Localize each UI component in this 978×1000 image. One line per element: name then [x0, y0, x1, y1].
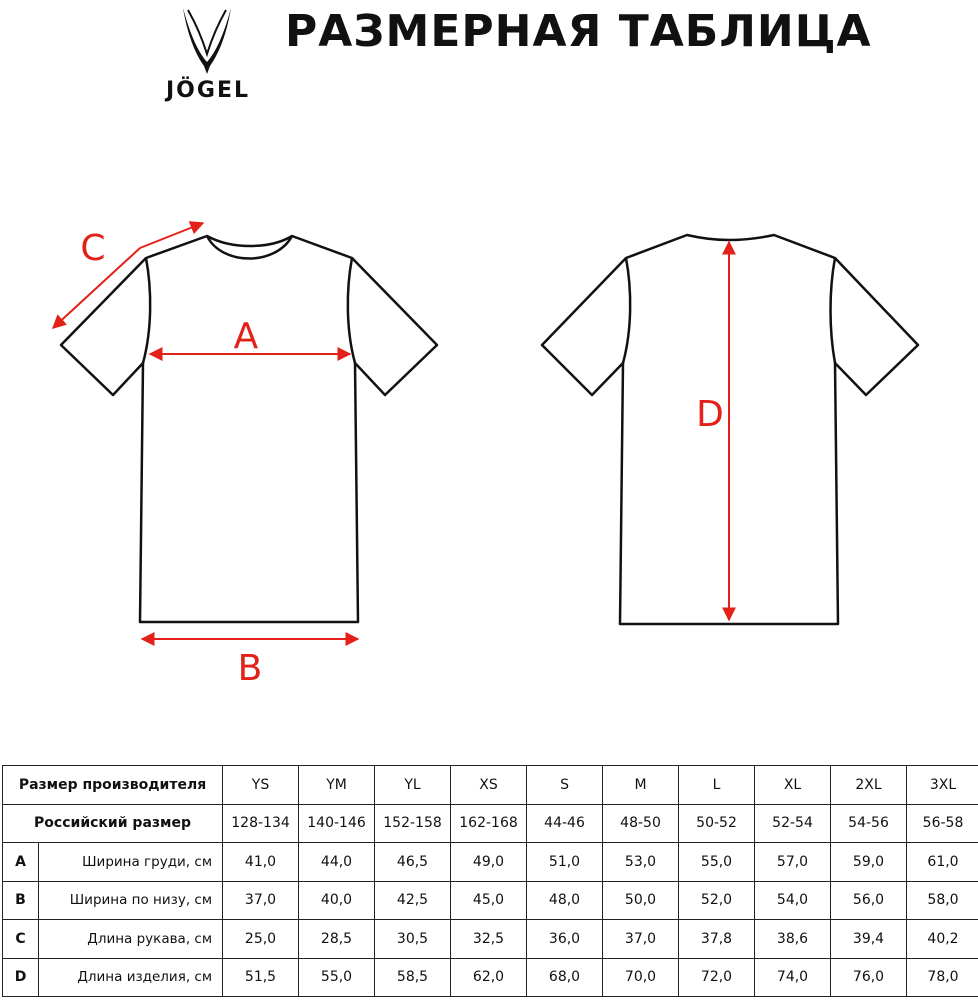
- size-header: XS: [451, 766, 527, 805]
- measure-value: 62,0: [451, 958, 527, 997]
- table-row: [3, 881, 978, 920]
- measure-value: 44,0: [299, 843, 375, 882]
- table-row: [3, 958, 978, 997]
- measure-value: 38,6: [755, 920, 831, 959]
- measure-value: 53,0: [603, 843, 679, 882]
- measure-value: 57,0: [755, 843, 831, 882]
- manufacturer-size-label: Размер производителя: [3, 766, 223, 805]
- measure-value: 39,4: [831, 920, 907, 959]
- measure-value: 30,5: [375, 920, 451, 959]
- page-title: РАЗМЕРНАЯ ТАБЛИЦА: [285, 6, 872, 57]
- measure-label: Длина рукава, см: [39, 920, 223, 959]
- measure-value: 52,0: [679, 881, 755, 920]
- size-header: YM: [299, 766, 375, 805]
- measure-letter: D: [3, 958, 39, 997]
- measure-value: 68,0: [527, 958, 603, 997]
- measure-value: 58,5: [375, 958, 451, 997]
- measure-value: 36,0: [527, 920, 603, 959]
- measure-value: 61,0: [907, 843, 978, 882]
- measure-value: 51,5: [223, 958, 299, 997]
- russian-size-cell: 44-46: [527, 804, 603, 843]
- russian-size-cell: 152-158: [375, 804, 451, 843]
- russian-size-cell: 128-134: [223, 804, 299, 843]
- measure-value: 45,0: [451, 881, 527, 920]
- measure-d-label: D: [696, 394, 724, 435]
- table-row: [3, 843, 978, 882]
- measure-value: 59,0: [831, 843, 907, 882]
- size-header: S: [527, 766, 603, 805]
- measure-c-label: C: [80, 228, 106, 269]
- russian-size-cell: 52-54: [755, 804, 831, 843]
- measure-label: Ширина груди, см: [39, 843, 223, 882]
- measure-value: 49,0: [451, 843, 527, 882]
- measure-value: 48,0: [527, 881, 603, 920]
- measure-label: Ширина по низу, см: [39, 881, 223, 920]
- size-header: YL: [375, 766, 451, 805]
- measure-value: 70,0: [603, 958, 679, 997]
- size-header: 3XL: [907, 766, 978, 805]
- measure-letter: B: [3, 881, 39, 920]
- measure-value: 78,0: [907, 958, 978, 997]
- measure-value: 74,0: [755, 958, 831, 997]
- measure-letter: C: [3, 920, 39, 959]
- measure-letter: A: [3, 843, 39, 882]
- table-row: [3, 804, 978, 843]
- tshirt-front: [61, 236, 437, 622]
- brand-name: JÖGEL: [166, 78, 250, 103]
- russian-size-label: Российский размер: [3, 804, 223, 843]
- tshirt-measurement-diagram: [0, 180, 978, 700]
- measure-value: 40,0: [299, 881, 375, 920]
- russian-size-cell: 48-50: [603, 804, 679, 843]
- size-header: M: [603, 766, 679, 805]
- size-header: YS: [223, 766, 299, 805]
- measure-value: 58,0: [907, 881, 978, 920]
- measure-value: 25,0: [223, 920, 299, 959]
- table-row: [3, 920, 978, 959]
- measure-value: 51,0: [527, 843, 603, 882]
- measure-value: 28,5: [299, 920, 375, 959]
- russian-size-cell: 54-56: [831, 804, 907, 843]
- measure-value: 76,0: [831, 958, 907, 997]
- measure-a-label: A: [233, 316, 259, 357]
- measure-value: 42,5: [375, 881, 451, 920]
- russian-size-cell: 162-168: [451, 804, 527, 843]
- measure-c-line-top: [140, 223, 203, 248]
- measure-value: 50,0: [603, 881, 679, 920]
- measure-label: Длина изделия, см: [39, 958, 223, 997]
- measure-value: 37,8: [679, 920, 755, 959]
- size-header: XL: [755, 766, 831, 805]
- measure-value: 54,0: [755, 881, 831, 920]
- measure-b-label: B: [237, 648, 263, 689]
- measure-value: 41,0: [223, 843, 299, 882]
- russian-size-cell: 140-146: [299, 804, 375, 843]
- measure-value: 40,2: [907, 920, 978, 959]
- measure-value: 37,0: [223, 881, 299, 920]
- russian-size-cell: 56-58: [907, 804, 978, 843]
- size-header: L: [679, 766, 755, 805]
- table-row: [3, 766, 978, 805]
- measure-value: 56,0: [831, 881, 907, 920]
- measure-value: 37,0: [603, 920, 679, 959]
- measure-value: 55,0: [679, 843, 755, 882]
- size-table: [2, 765, 978, 997]
- size-header: 2XL: [831, 766, 907, 805]
- measure-value: 32,5: [451, 920, 527, 959]
- measure-value: 55,0: [299, 958, 375, 997]
- russian-size-cell: 50-52: [679, 804, 755, 843]
- measure-value: 46,5: [375, 843, 451, 882]
- measure-value: 72,0: [679, 958, 755, 997]
